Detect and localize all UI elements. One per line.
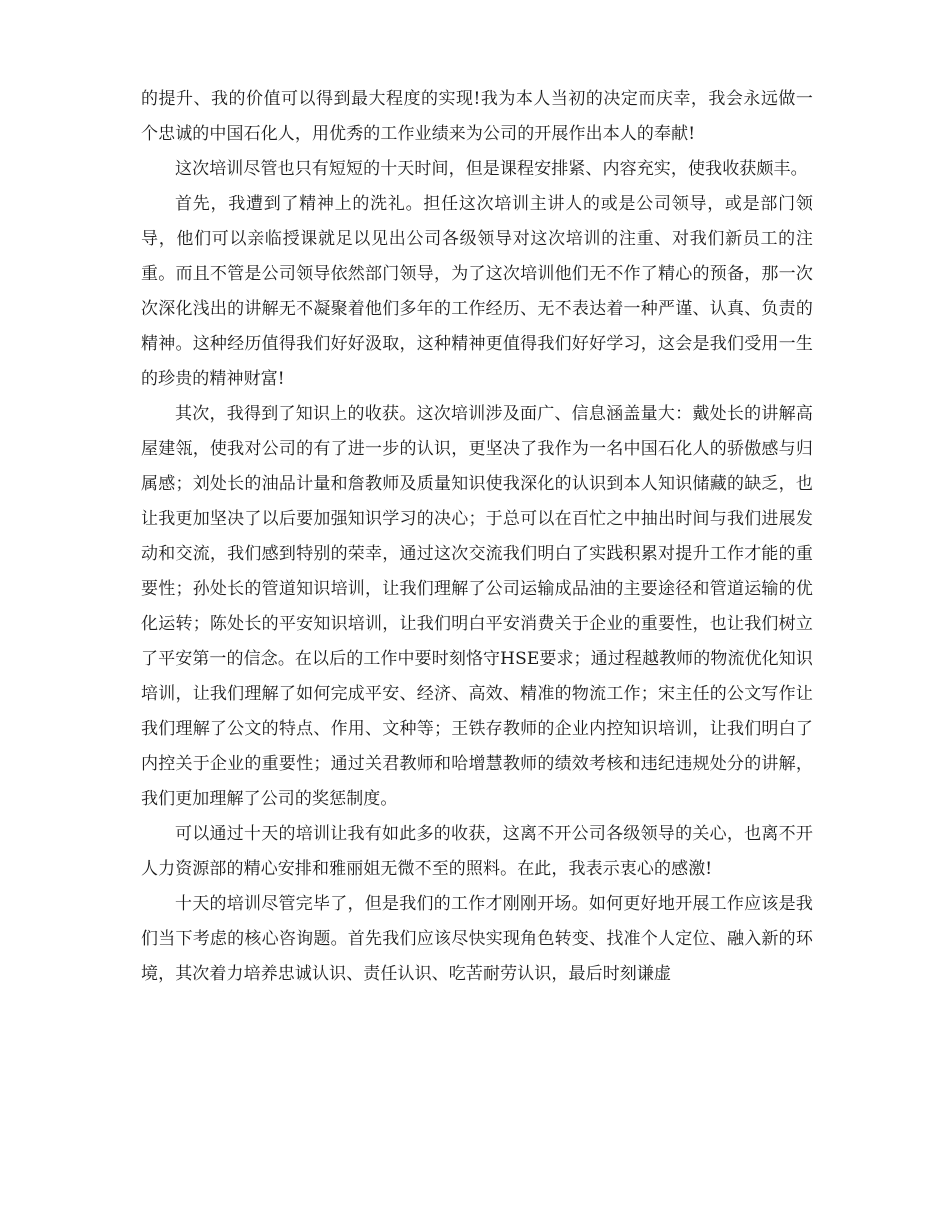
paragraph-4: 其次，我得到了知识上的收获。这次培训涉及面广、信息涵盖量大：戴处长的讲解高屋建瓴，使我对公司的有了进一步的认识，更坚决了我作为一名中国石化人的骄傲感与归属感；刘处长的油品计量和詹教师及质量知识使我深化的认识到本人知识储藏的缺乏，也让我更加坚决了以后要加强知识学习的决心；于总可以在百忙之中抽出时间与我们进展发动和交流，我们感到特别的荣幸，通过这次交流我们明白了实践积累对提升工作才能的重要性；孙处长的管道知识培训，让我们理解了公司运输成品油的主要途径和管道运输的优化运转；陈处长的平安知识培训，让我们明白平安消费关于企业的重要性，也让我们树立了平安第一的信念。在以后的工作中要时刻恪守HSE要求；通过程越教师的物流优化知识培训，让我们理解了如何完成平安、经济、高效、精准的物流工作；宋主任的公文写作让我们理解了公文的特点、作用、文种等；王铁存教师的企业内控知识培训，让我们明白了内控关于企业的重要性；通过关君教师和哈增慧教师的绩效考核和违纪违规处分的讲解，我们更加理解了公司的奖惩制度。 (141, 404, 813, 809)
paragraph-2: 这次培训尽管也只有短短的十天时间，但是课程安排紧、内容充实，使我收获颇丰。 (175, 159, 808, 179)
paragraph-1: 的提升、我的价值可以得到最大程度的实现!我为本人当初的决定而庆幸，我会永远做一个忠诚的中国石化人，用优秀的工作业绩来为公司的开展作出本人的奉献! (141, 89, 813, 144)
paragraph-6: 十天的培训尽管完毕了，但是我们的工作才刚刚开场。如何更好地开展工作应该是我们当下考虑的核心咨询题。首先我们应该尽快实现角色转变、找准个人定位、融入新的环境，其次着力培养忠诚认识、责任认识、吃苦耐劳认识，最后时刻谦虚 (141, 894, 813, 984)
document-body (141, 82, 813, 992)
paragraph-3: 首先，我遭到了精神上的洗礼。担任这次培训主讲人的或是公司领导，或是部门领导，他们可以亲临授课就足以见出公司各级领导对这次培训的注重、对我们新员工的注重。而且不管是公司领导依然部门领导，为了这次培训他们无不作了精心的预备，那一次次深化浅出的讲解无不凝聚着他们多年的工作经历、无不表达着一种严谨、认真、负责的精神。这种经历值得我们好好汲取，这种精神更值得我们好好学习，这会是我们受用一生的珍贵的精神财富! (141, 194, 813, 389)
paragraph-5: 可以通过十天的培训让我有如此多的收获，这离不开公司各级领导的关心，也离不开人力资源部的精心安排和雅丽姐无微不至的照料。在此，我表示衷心的感激! (141, 824, 813, 879)
